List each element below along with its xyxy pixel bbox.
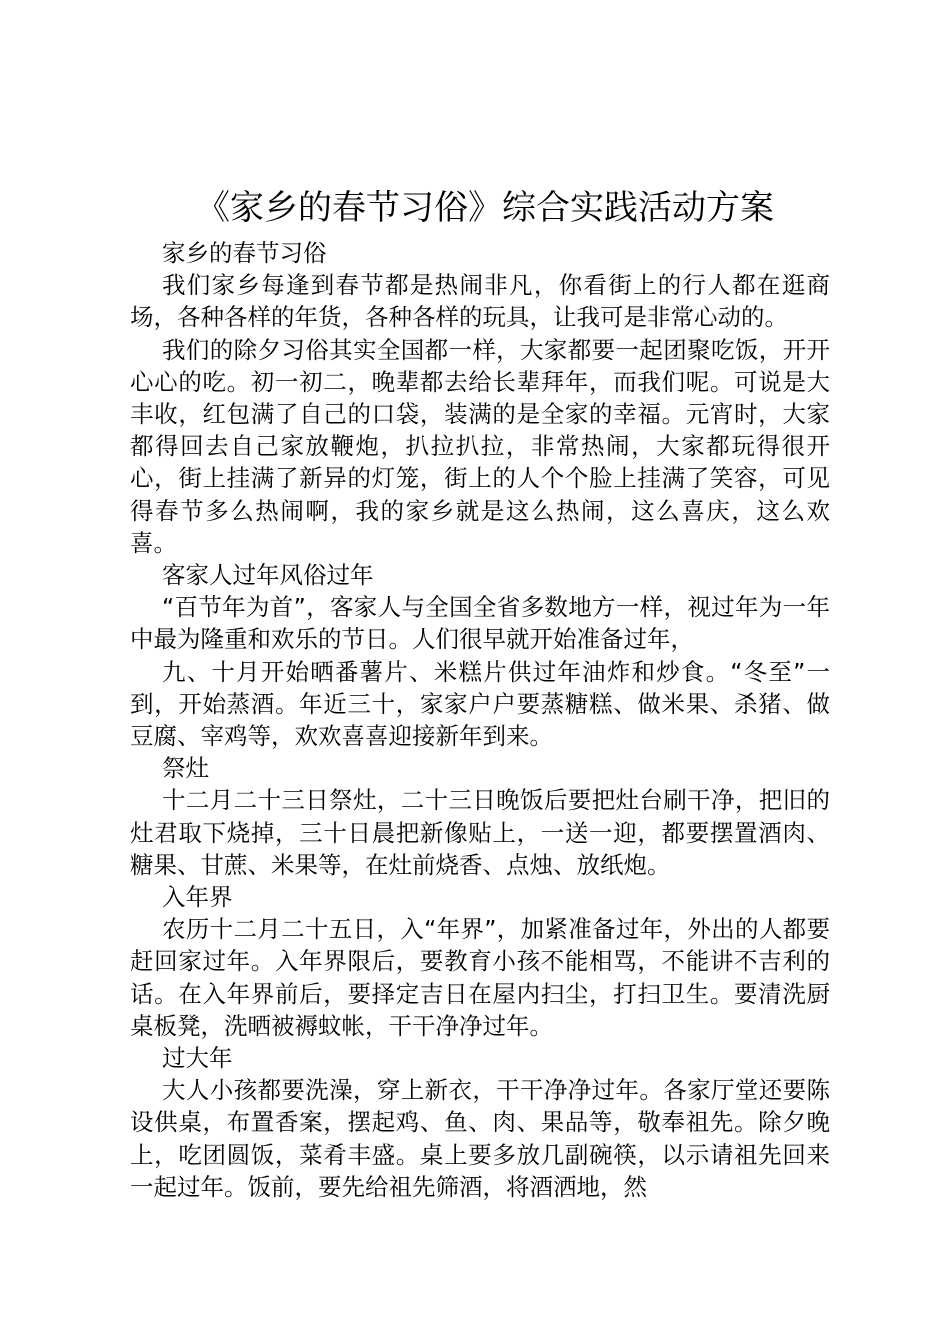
paragraph: 我们家乡每逢到春节都是热闹非凡，你看街上的行人都在逛商场，各种各样的年货，各种各样的玩具，让我可是非常心动的。 — [130, 271, 830, 332]
section-heading: 祭灶 — [162, 754, 209, 783]
section-heading: 家乡的春节习俗 — [162, 239, 327, 267]
section-heading: 入年界 — [162, 883, 233, 912]
paragraph: 我们的除夕习俗其实全国都一样，大家都要一起团聚吃饭，开开心心的吃。初一初二，晚辈都去给长辈拜年，而我们呢。可说是大丰收，红包满了自己的口袋，装满的是全家的幸福。元宵时，大家都得回去自己家放鞭炮，扒拉扒拉，非常热闹，大家都玩得很开心，街上挂满了新异的灯笼，街上的人个个脸上挂满了笑容，可见得春节多么热闹啊，我的家乡就是这么热闹，这么喜庆，这么欢喜。 — [130, 335, 830, 557]
paragraph: 十二月二十三日祭灶，二十三日晚饭后要把灶台刷干净，把旧的灶君取下烧掉，三十日晨把新像贴上，一送一迎，都要摆置酒肉、糖果、甘蔗、米果等，在灶前烧香、点烛、放纸炮。 — [130, 786, 830, 879]
section-heading: 客家人过年风俗过年 — [162, 561, 374, 590]
paragraph: 大人小孩都要洗澡，穿上新衣，干干净净过年。各家厅堂还要陈设供桌，布置香案，摆起鸡、鱼、肉、果品等，敬奉祖先。除夕晚上，吃团圆饭，菜肴丰盛。桌上要多放几副碗筷，以示请祖先回来一起过年。饭前，要先给祖先筛酒，将酒洒地，然 — [130, 1076, 830, 1201]
paragraph: 农历十二月二十五日，入“年界”，加紧准备过年，外出的人都要赶回家过年。入年界限后，要教育小孩不能相骂，不能讲不吉利的话。在入年界前后，要择定吉日在屋内扫尘，打扫卫生。要清洗厨桌板凳，洗晒被褥蚊帐，干干净净过年。 — [130, 915, 830, 1040]
document-title: 《家乡的春节习俗》综合实践活动方案 — [196, 188, 774, 228]
paragraph: 九、十月开始晒番薯片、米糕片供过年油炸和炒食。“冬至”一到，开始蒸酒。年近三十，家家户户要蒸糖糕、做米果、杀猪、做豆腐、宰鸡等，欢欢喜喜迎接新年到来。 — [130, 657, 830, 751]
document-body — [130, 237, 830, 1203]
paragraph: “百节年为首”，客家人与全国全省多数地方一样，视过年为一年中最为隆重和欢乐的节日。人们很早就开始准备过年， — [130, 593, 830, 654]
section-heading: 过大年 — [162, 1044, 233, 1073]
